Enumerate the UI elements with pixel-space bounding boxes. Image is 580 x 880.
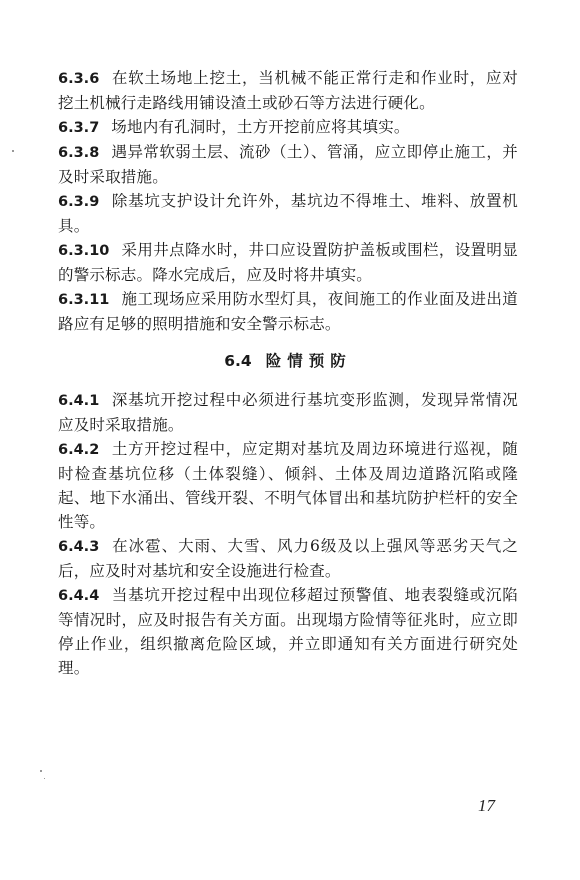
clause-text: 施工现场应采用防水型灯具，夜间施工的作业面及进出道路应有足够的照明措施和安全警示标志。 bbox=[58, 290, 518, 333]
clause-6-4-4 bbox=[58, 583, 518, 680]
scan-speck bbox=[44, 778, 45, 779]
section-heading bbox=[58, 350, 518, 372]
scan-speck bbox=[12, 150, 14, 152]
section-number: 6.4 bbox=[224, 352, 252, 370]
clause-text: 深基坑开挖过程中必须进行基坑变形监测，发现异常情况应及时采取措施。 bbox=[58, 391, 518, 434]
clause-6-3-8 bbox=[58, 140, 518, 189]
section-title: 险情预防 bbox=[265, 352, 352, 370]
clause-6-3-9 bbox=[58, 189, 518, 238]
clause-number: 6.3.8 bbox=[58, 145, 100, 161]
clause-text: 采用井点降水时，井口应设置防护盖板或围栏，设置明显的警示标志。降水完成后，应及时将井填实。 bbox=[58, 241, 518, 284]
page-number: 17 bbox=[478, 796, 495, 815]
clause-text: 在软土场地上挖土，当机械不能正常行走和作业时，应对挖土机械行走路线用铺设渣土或砂石等方法进行硬化。 bbox=[58, 69, 518, 112]
page-content bbox=[58, 66, 518, 680]
clause-number: 6.3.9 bbox=[58, 194, 100, 210]
clause-number: 6.4.3 bbox=[58, 539, 100, 555]
clause-text: 在冰雹、大雨、大雪、风力6级及以上强风等恶劣天气之后，应及时对基坑和安全设施进行检查。 bbox=[58, 537, 518, 580]
clause-number: 6.3.6 bbox=[58, 71, 100, 87]
clause-number: 6.3.7 bbox=[58, 120, 100, 136]
clause-number: 6.3.10 bbox=[58, 243, 110, 259]
clause-6-4-3 bbox=[58, 534, 518, 583]
clause-6-3-6 bbox=[58, 66, 518, 115]
clause-text: 当基坑开挖过程中出现位移超过预警值、地表裂缝或沉陷等情况时，应及时报告有关方面。出现塌方险情等征兆时，应立即停止作业，组织撤离危险区域，并立即通知有关方面进行研究处理。 bbox=[58, 586, 518, 677]
scan-speck bbox=[40, 770, 42, 772]
clause-number: 6.4.4 bbox=[58, 588, 100, 604]
clause-number: 6.4.2 bbox=[58, 442, 100, 458]
clause-number: 6.4.1 bbox=[58, 393, 100, 409]
clause-text: 场地内有孔洞时，土方开挖前应将其填实。 bbox=[111, 118, 410, 136]
clause-number: 6.3.11 bbox=[58, 292, 110, 308]
clause-6-3-10 bbox=[58, 238, 518, 287]
clause-text: 土方开挖过程中，应定期对基坑及周边环境进行巡视，随时检查基坑位移（土体裂缝）、倾斜、土体及周边道路沉陷或隆起、地下水涌出、管线开裂、不明气体冒出和基坑防护栏杆的安全性等。 bbox=[58, 440, 518, 531]
clause-6-4-2 bbox=[58, 437, 518, 534]
clause-text: 遇异常软弱土层、流砂（土）、管涌，应立即停止施工，并及时采取措施。 bbox=[58, 143, 518, 186]
clause-6-3-7 bbox=[58, 115, 518, 140]
clause-6-4-1 bbox=[58, 388, 518, 437]
clause-6-3-11 bbox=[58, 287, 518, 336]
clause-text: 除基坑支护设计允许外，基坑边不得堆土、堆料、放置机具。 bbox=[58, 192, 518, 235]
